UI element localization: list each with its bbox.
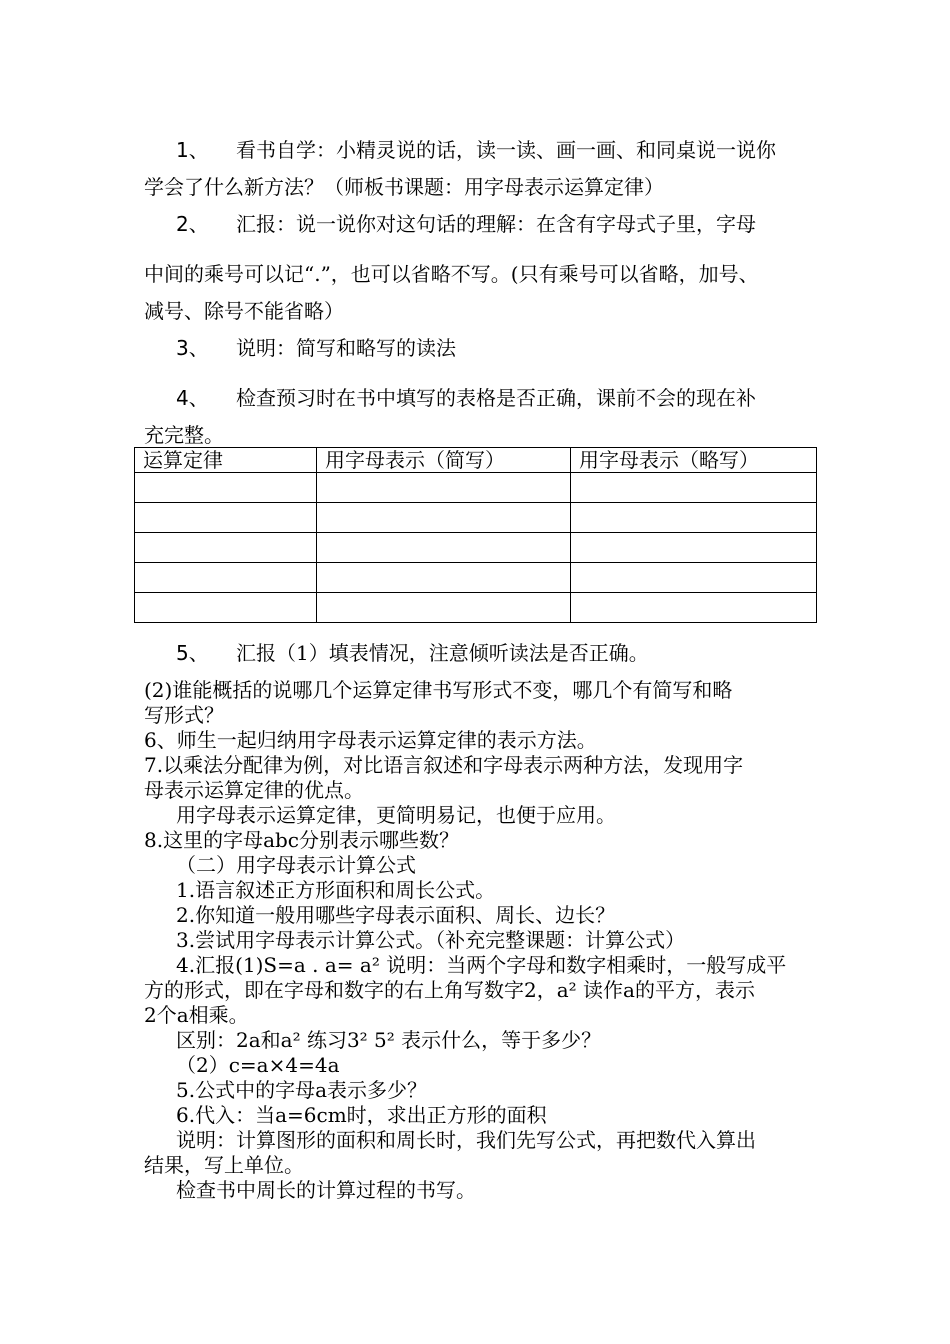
- table-cell[interactable]: [571, 473, 817, 503]
- table-cell[interactable]: [317, 473, 571, 503]
- table-cell[interactable]: [317, 503, 571, 533]
- table-row: [135, 533, 817, 563]
- text-line: 母表示运算定律的优点。: [144, 778, 364, 802]
- text-line: 2.你知道一般用哪些字母表示面积、周长、边长？: [176, 903, 616, 927]
- table-row: [135, 503, 817, 533]
- item-2-number: 2、: [176, 212, 209, 236]
- table-cell[interactable]: [571, 503, 817, 533]
- item-2-text-cont: 中间的乘号可以记“.”，也可以省略不写。(只有乘号可以省略，加号、: [144, 262, 759, 286]
- text-line: 写形式？: [144, 703, 224, 727]
- table-cell[interactable]: [135, 533, 317, 563]
- text-line: 6、师生一起归纳用字母表示运算定律的表示方法。: [144, 728, 597, 752]
- table-header: 用字母表示（简写）: [317, 448, 571, 473]
- law-table: [134, 447, 817, 623]
- item-2-text-cont-2: 减号、除号不能省略）: [144, 299, 344, 323]
- table-cell[interactable]: [571, 563, 817, 593]
- item-4-text: 检查预习时在书中填写的表格是否正确，课前不会的现在补: [236, 386, 756, 410]
- item-5-text: 汇报（1）填表情况，注意倾听读法是否正确。: [236, 641, 649, 665]
- table-row: [135, 473, 817, 503]
- text-line: 6.代入：当a=6cm时，求出正方形的面积: [176, 1103, 547, 1127]
- text-line: 3.尝试用字母表示计算公式。（补充完整课题：计算公式）: [176, 928, 686, 952]
- table-row: [135, 563, 817, 593]
- item-1-text-cont: 学会了什么新方法？（师板书课题：用字母表示运算定律）: [144, 175, 664, 199]
- item-4-text-cont: 充完整。: [144, 423, 224, 447]
- item-3-text: 说明：简写和略写的读法: [236, 336, 456, 360]
- text-line: 5.公式中的字母a表示多少？: [176, 1078, 428, 1102]
- table-cell[interactable]: [317, 593, 571, 623]
- item-3-number: 3、: [176, 336, 209, 360]
- table-cell[interactable]: [317, 533, 571, 563]
- item-2-text: 汇报：说一说你对这句话的理解：在含有字母式子里，字母: [236, 212, 756, 236]
- item-4-number: 4、: [176, 386, 209, 410]
- table-cell[interactable]: [135, 593, 317, 623]
- text-line: 用字母表示运算定律，更简明易记，也便于应用。: [176, 803, 616, 827]
- table-cell[interactable]: [571, 593, 817, 623]
- item-5-number: 5、: [176, 641, 209, 665]
- text-line: 2个a相乘。: [144, 1003, 249, 1027]
- item-1-text: 看书自学：小精灵说的话，读一读、画一画、和同桌说一说你: [236, 138, 776, 162]
- text-line: （2）c=a×4=4a: [176, 1053, 340, 1077]
- text-line: 8.这里的字母abc分别表示哪些数？: [144, 828, 460, 852]
- text-line: 4.汇报(1)S=a . a= a² 说明：当两个字母和数字相乘时，一般写成平: [176, 953, 787, 977]
- table-header: 运算定律: [135, 448, 317, 473]
- table-header: 用字母表示（略写）: [571, 448, 817, 473]
- table-cell[interactable]: [135, 503, 317, 533]
- text-line: 说明：计算图形的面积和周长时，我们先写公式，再把数代入算出: [176, 1128, 756, 1152]
- table-cell[interactable]: [571, 533, 817, 563]
- section-heading: （二）用字母表示计算公式: [176, 853, 416, 877]
- table-row: [135, 593, 817, 623]
- table-cell[interactable]: [317, 563, 571, 593]
- text-line: 检查书中周长的计算过程的书写。: [176, 1178, 476, 1202]
- text-line: 7.以乘法分配律为例，对比语言叙述和字母表示两种方法，发现用字: [144, 753, 744, 777]
- table-cell[interactable]: [135, 473, 317, 503]
- text-line: 区别：2a和a² 练习3² 5² 表示什么，等于多少？: [176, 1028, 602, 1052]
- table-cell[interactable]: [135, 563, 317, 593]
- text-line: 方的形式，即在字母和数字的右上角写数字2，a² 读作a的平方，表示: [144, 978, 755, 1002]
- text-line: 1.语言叙述正方形面积和周长公式。: [176, 878, 496, 902]
- table-header-row: [135, 448, 817, 473]
- text-line: 结果，写上单位。: [144, 1153, 304, 1177]
- item-1-number: 1、: [176, 138, 209, 162]
- text-line: (2)谁能概括的说哪几个运算定律书写形式不变，哪几个有简写和略: [144, 678, 733, 702]
